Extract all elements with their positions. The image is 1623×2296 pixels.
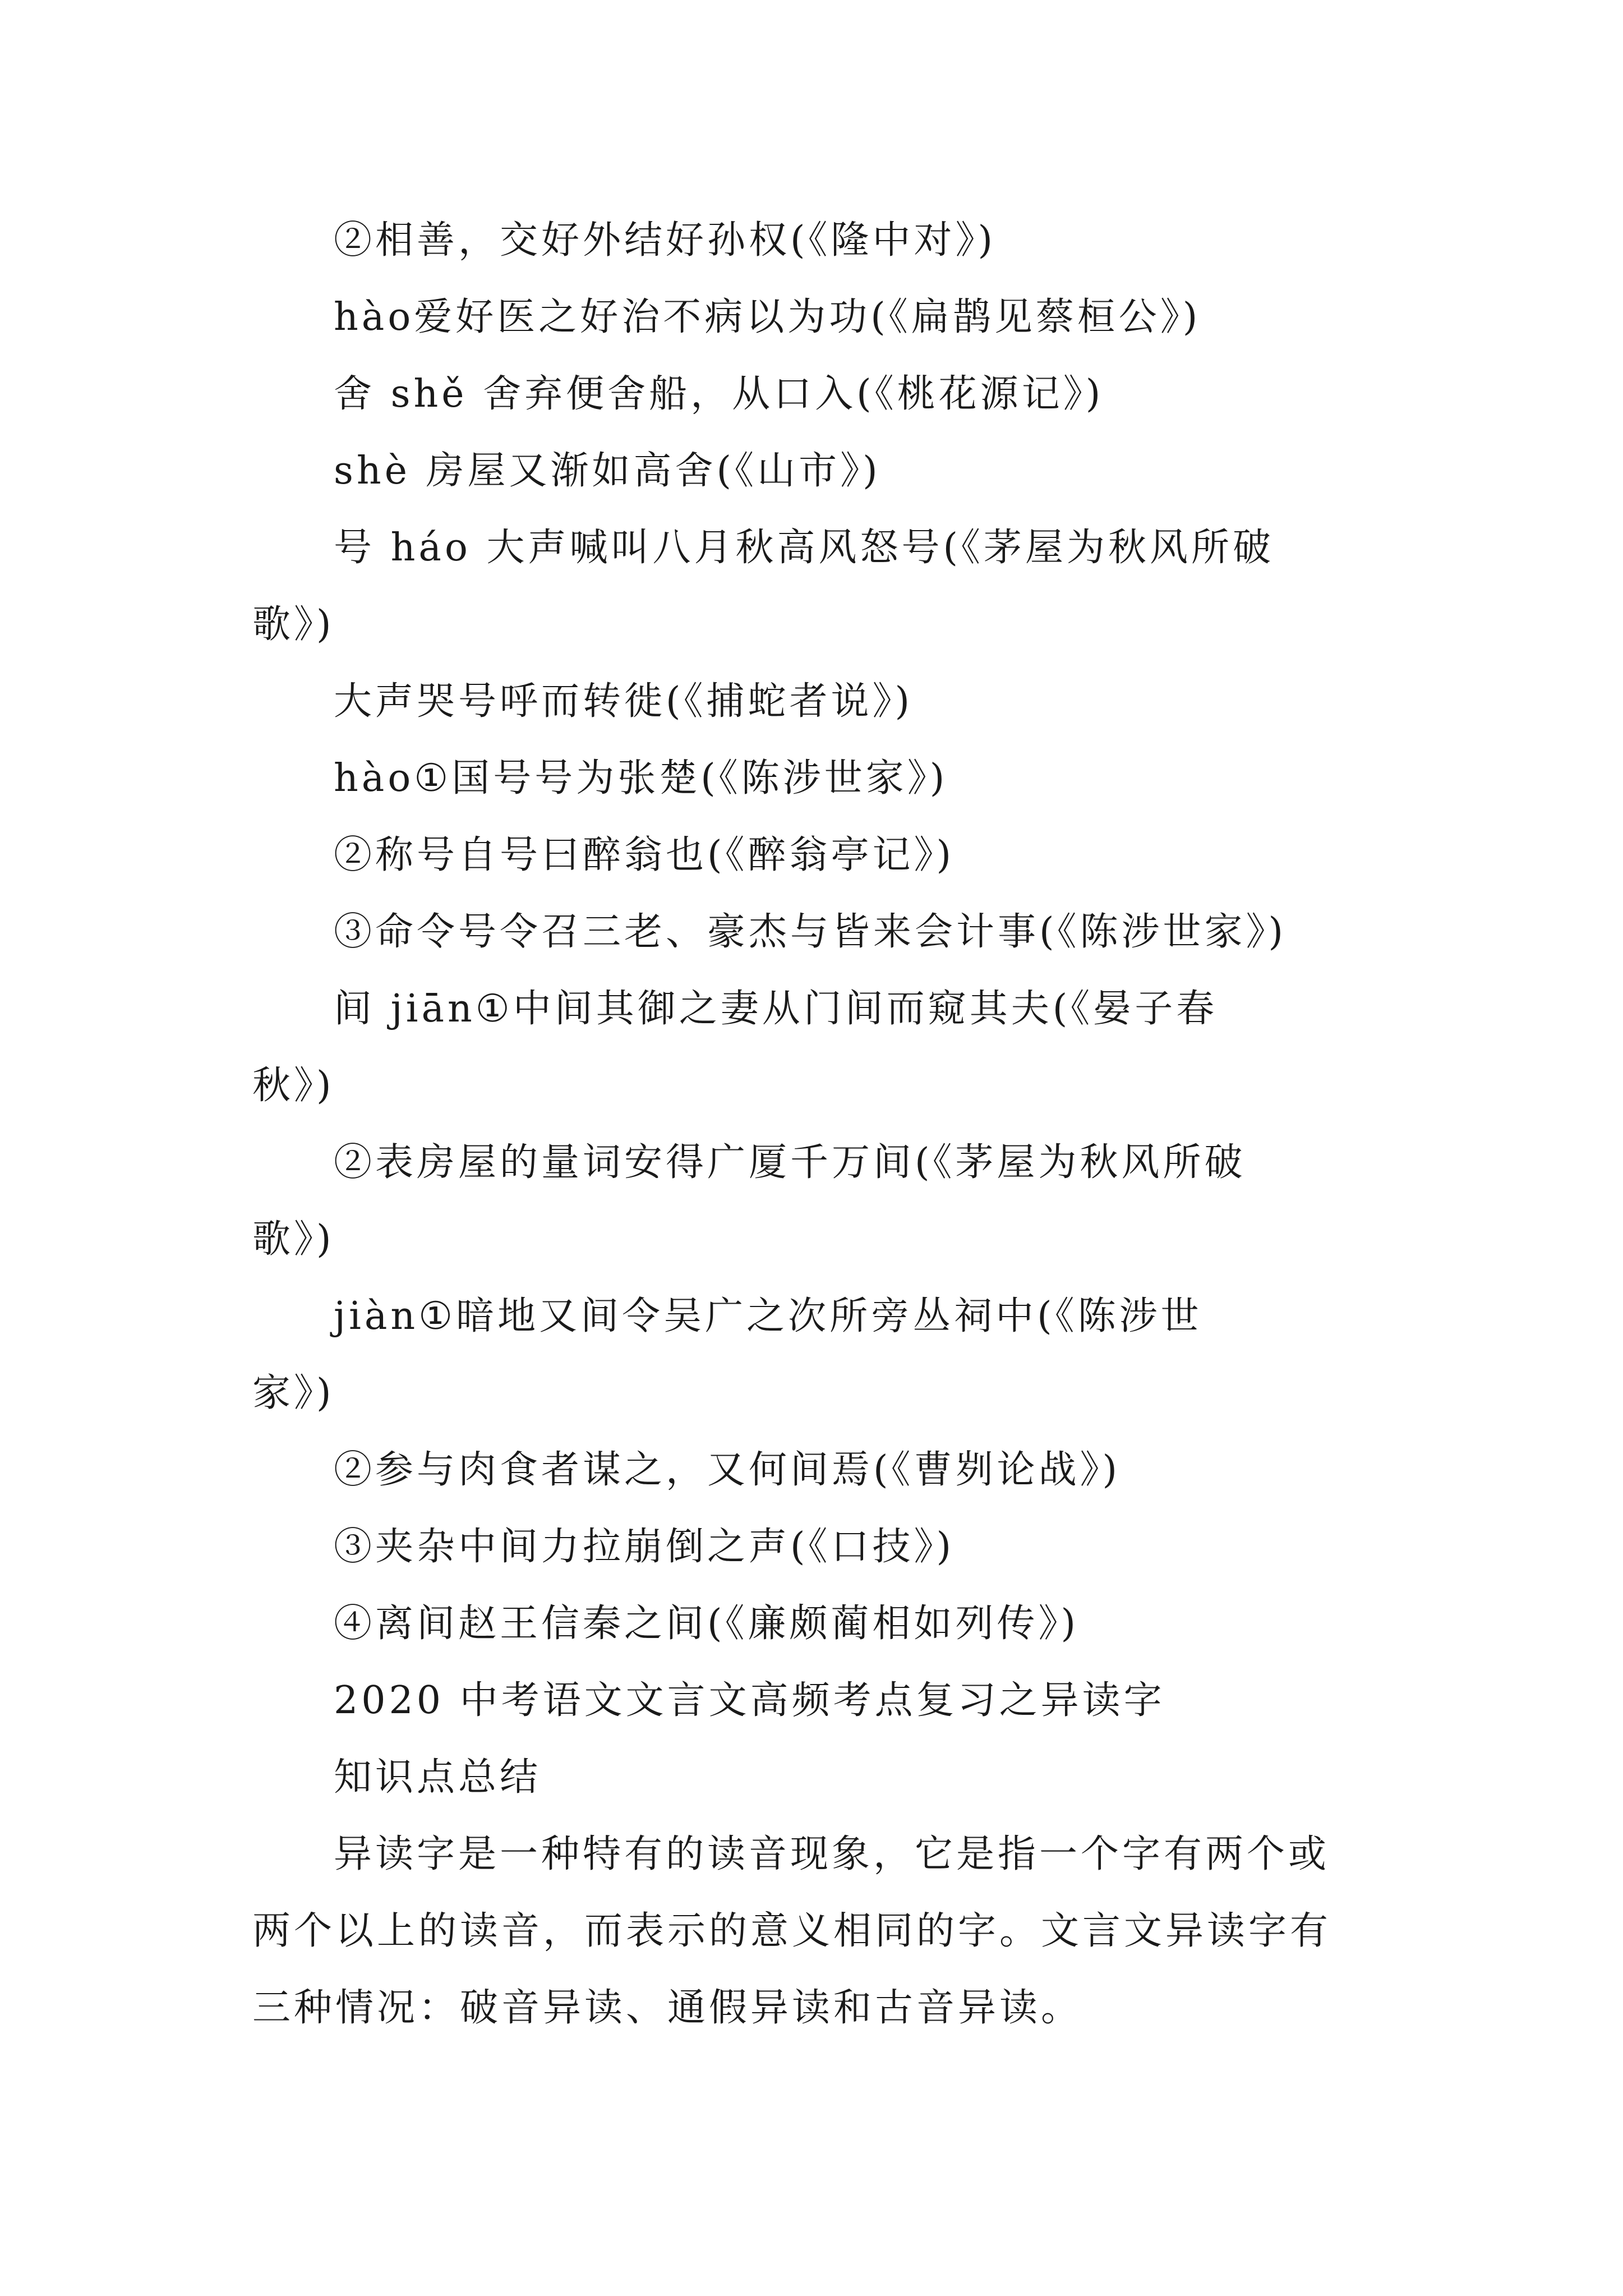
- paragraph: [252, 509, 1374, 663]
- text-line: 间 jiān①中间其御之妻从门间而窥其夫(《晏子春: [334, 987, 1218, 1031]
- paragraph: [252, 740, 1374, 817]
- text-line: ②相善，交好外结好孙权(《隆中对》): [334, 218, 997, 263]
- text-line: 家》): [252, 1371, 335, 1415]
- paragraph: [252, 1585, 1374, 1662]
- text-line: 大声哭号呼而转徙(《捕蛇者说》): [334, 679, 914, 724]
- paragraph: [252, 1124, 1374, 1278]
- text-line: 2020 中考语文文言文高频考点复习之异读字: [334, 1678, 1165, 1723]
- text-line: 秋》): [252, 1064, 335, 1108]
- text-line: jiàn①暗地又间令吴广之次所旁丛祠中(《陈涉世: [334, 1294, 1202, 1338]
- text-line: ②称号自号曰醉翁也(《醉翁亭记》): [334, 833, 955, 877]
- text-line: ③夹杂中间力拉崩倒之声(《口技》): [334, 1525, 955, 1569]
- text-line: ②表房屋的量词安得广厦千万间(《茅屋为秋风所破: [334, 1140, 1246, 1185]
- paragraph: [252, 1662, 1374, 1739]
- text-line: 异读字是一种特有的读音现象，它是指一个字有两个或: [334, 1832, 1330, 1876]
- text-line: 知识点总结: [334, 1755, 542, 1800]
- text-line: shè 房屋又渐如高舍(《山市》): [334, 449, 881, 493]
- paragraph: [252, 1278, 1374, 1432]
- paragraph: [252, 1508, 1374, 1585]
- paragraph: [252, 1739, 1374, 1816]
- text-line: 歌》): [252, 1217, 335, 1262]
- paragraph: [252, 894, 1374, 970]
- text-line: ③命令号令召三老、豪杰与皆来会计事(《陈涉世家》): [334, 910, 1287, 954]
- text-line: 歌》): [252, 602, 335, 647]
- paragraph: [252, 202, 1374, 279]
- text-line: 三种情况：破音异读、通假异读和古音异读。: [252, 1986, 1083, 2030]
- paragraph: [252, 663, 1374, 740]
- text-line: 舍 shě 舍弃便舍船，从口入(《桃花源记》): [334, 372, 1104, 416]
- text-line: 两个以上的读音，而表示的意义相同的字。文言文异读字有: [252, 1909, 1332, 1953]
- text-line: hào①国号号为张楚(《陈涉世家》): [334, 756, 948, 800]
- text-line: ④离间赵王信秦之间(《廉颇蔺相如列传》): [334, 1602, 1080, 1646]
- paragraph: [252, 1816, 1374, 2046]
- paragraph: [252, 970, 1374, 1124]
- paragraph: [252, 432, 1374, 509]
- paragraph: [252, 279, 1374, 356]
- paragraph: [252, 356, 1374, 432]
- text-line: ②参与肉食者谋之，又何间焉(《曹刿论战》): [334, 1448, 1121, 1492]
- text-line: 号 háo 大声喊叫八月秋高风怒号(《茅屋为秋风所破: [334, 526, 1275, 570]
- document-body: [252, 202, 1374, 2046]
- paragraph: [252, 817, 1374, 894]
- text-line: hào爱好医之好治不病以为功(《扁鹊见蔡桓公》): [334, 295, 1201, 339]
- paragraph: [252, 1432, 1374, 1508]
